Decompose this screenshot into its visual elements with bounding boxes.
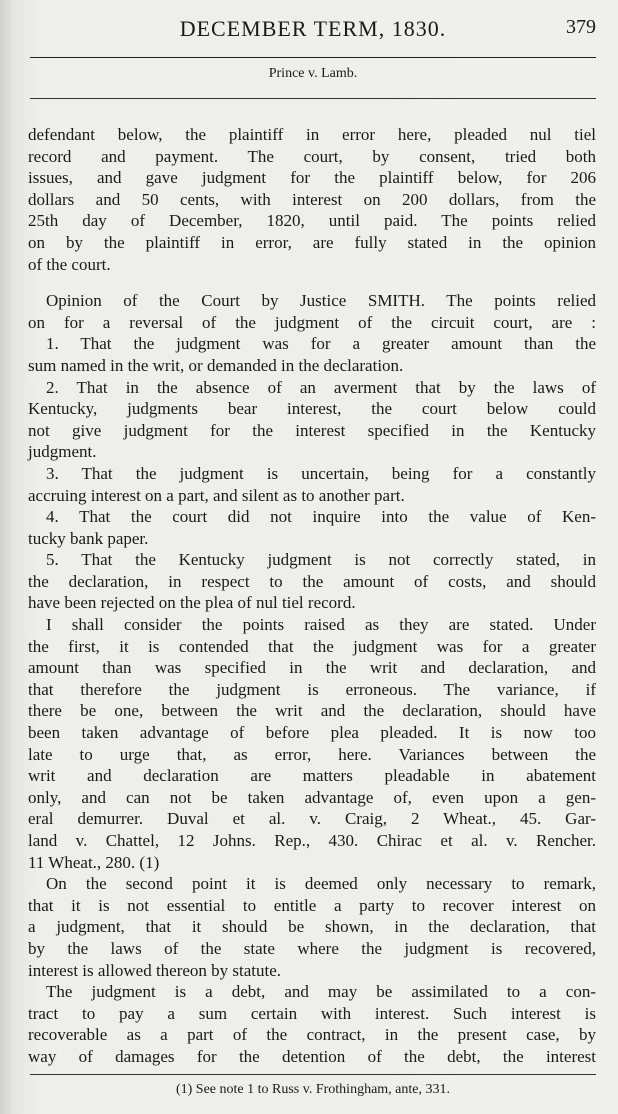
point-3-line: 3. That the judgment is uncertain, being for a constantly bbox=[46, 463, 596, 483]
text-line: 25th day of December, 1820, until paid. The points relied bbox=[28, 211, 596, 231]
point-2-line: 2. That in the absence of an averment that by the laws of bbox=[46, 377, 596, 397]
point-1-line: 1. That the judgment was for a greater amount than the bbox=[46, 334, 596, 354]
text-line: only, and can not be taken advantage of, even upon a gen- bbox=[28, 787, 596, 807]
page-number: 379 bbox=[566, 16, 596, 38]
text-line: issues, and gave judgment for the plaintiff below, for 206 bbox=[28, 168, 596, 188]
running-title: DECEMBER TERM, 1830. bbox=[179, 16, 447, 41]
point-4-line: 4. That the court did not inquire into the value of Ken- bbox=[46, 507, 596, 527]
text-line: record and payment. The court, by consent, tried both bbox=[28, 146, 596, 166]
text-line: of the court. bbox=[28, 254, 111, 274]
point-5-line: 5. That the Kentucky judgment is not correctly stated, in bbox=[46, 550, 596, 570]
text-line: not give judgment for the interest specified in the Kentucky bbox=[28, 420, 596, 440]
text-line: there be one, between the writ and the declaration, should have bbox=[28, 701, 596, 721]
text-line: sum named in the writ, or demanded in the declaration. bbox=[28, 355, 404, 375]
text-line: Kentucky, judgments bear interest, the court below could bbox=[28, 399, 596, 419]
text-line: defendant below, the plaintiff in error here, pleaded nul tiel bbox=[28, 125, 596, 144]
text-line: way of damages for the detention of the debt, the interest bbox=[28, 1046, 596, 1066]
text-line: that it is not essential to entitle a party to recover interest on bbox=[28, 895, 596, 915]
text-line: on for a reversal of the judgment of the circuit court, are : bbox=[28, 312, 596, 332]
header-rule bbox=[30, 57, 596, 58]
text-line: late to urge that, as error, here. Variances between the bbox=[28, 744, 596, 764]
case-title-rule bbox=[30, 98, 596, 99]
paragraph-gap bbox=[28, 275, 596, 290]
body-text bbox=[28, 124, 596, 1068]
text-line: On the second point it is deemed only necessary to remark, bbox=[46, 874, 596, 894]
text-line: by the laws of the state where the judgment is recovered, bbox=[28, 938, 596, 958]
text-line: that therefore the judgment is erroneous. The variance, if bbox=[28, 679, 596, 699]
text-line: been taken advantage of before plea pleaded. It is now too bbox=[28, 723, 596, 743]
text-line: a judgment, that it should be shown, in the declaration, that bbox=[28, 917, 596, 937]
opinion-heading-line: Opinion of the Court by Justice SMITH. The points relied bbox=[46, 291, 596, 311]
text-line: the first, it is contended that the judgment was for a greater bbox=[28, 636, 596, 656]
text-line: amount than was specified in the writ and declaration, and bbox=[28, 658, 596, 678]
text-line: judgment. bbox=[28, 442, 97, 462]
text-line: The judgment is a debt, and may be assimilated to a con- bbox=[46, 982, 596, 1002]
text-line: the declaration, in respect to the amount of costs, and should bbox=[28, 571, 596, 591]
footnote-rule bbox=[30, 1074, 596, 1075]
text-line: writ and declaration are matters pleadable in abatement bbox=[28, 766, 596, 786]
text-line: recoverable as a part of the contract, in the present case, by bbox=[28, 1025, 596, 1045]
text-line: accruing interest on a part, and silent as to another part. bbox=[28, 485, 405, 505]
text-line: interest is allowed thereon by statute. bbox=[28, 960, 282, 980]
running-head bbox=[30, 14, 596, 44]
text-line: tucky bank paper. bbox=[28, 528, 149, 548]
text-line: on by the plaintiff in error, are fully stated in the opinion bbox=[28, 232, 596, 252]
text-line: I shall consider the points raised as they are stated. Under bbox=[46, 615, 596, 635]
citation-line: 11 Wheat., 280. (1) bbox=[28, 852, 160, 872]
citation-line: land v. Chattel, 12 Johns. Rep., 430. Chirac et al. v. Rencher. bbox=[28, 831, 596, 850]
citation-line: eral demurrer. Duval et al. v. Craig, 2 Wheat., 45. Gar- bbox=[28, 809, 596, 829]
footnote: (1) See note 1 to Russ v. Frothingham, ante, 331. bbox=[175, 1082, 450, 1097]
case-title: Prince v. Lamb. bbox=[268, 66, 358, 81]
text-line: have been rejected on the plea of nul tiel record. bbox=[28, 593, 356, 613]
text-line: dollars and 50 cents, with interest on 200 dollars, from the bbox=[28, 189, 596, 209]
text-line: tract to pay a sum certain with interest. Such interest is bbox=[28, 1003, 596, 1023]
